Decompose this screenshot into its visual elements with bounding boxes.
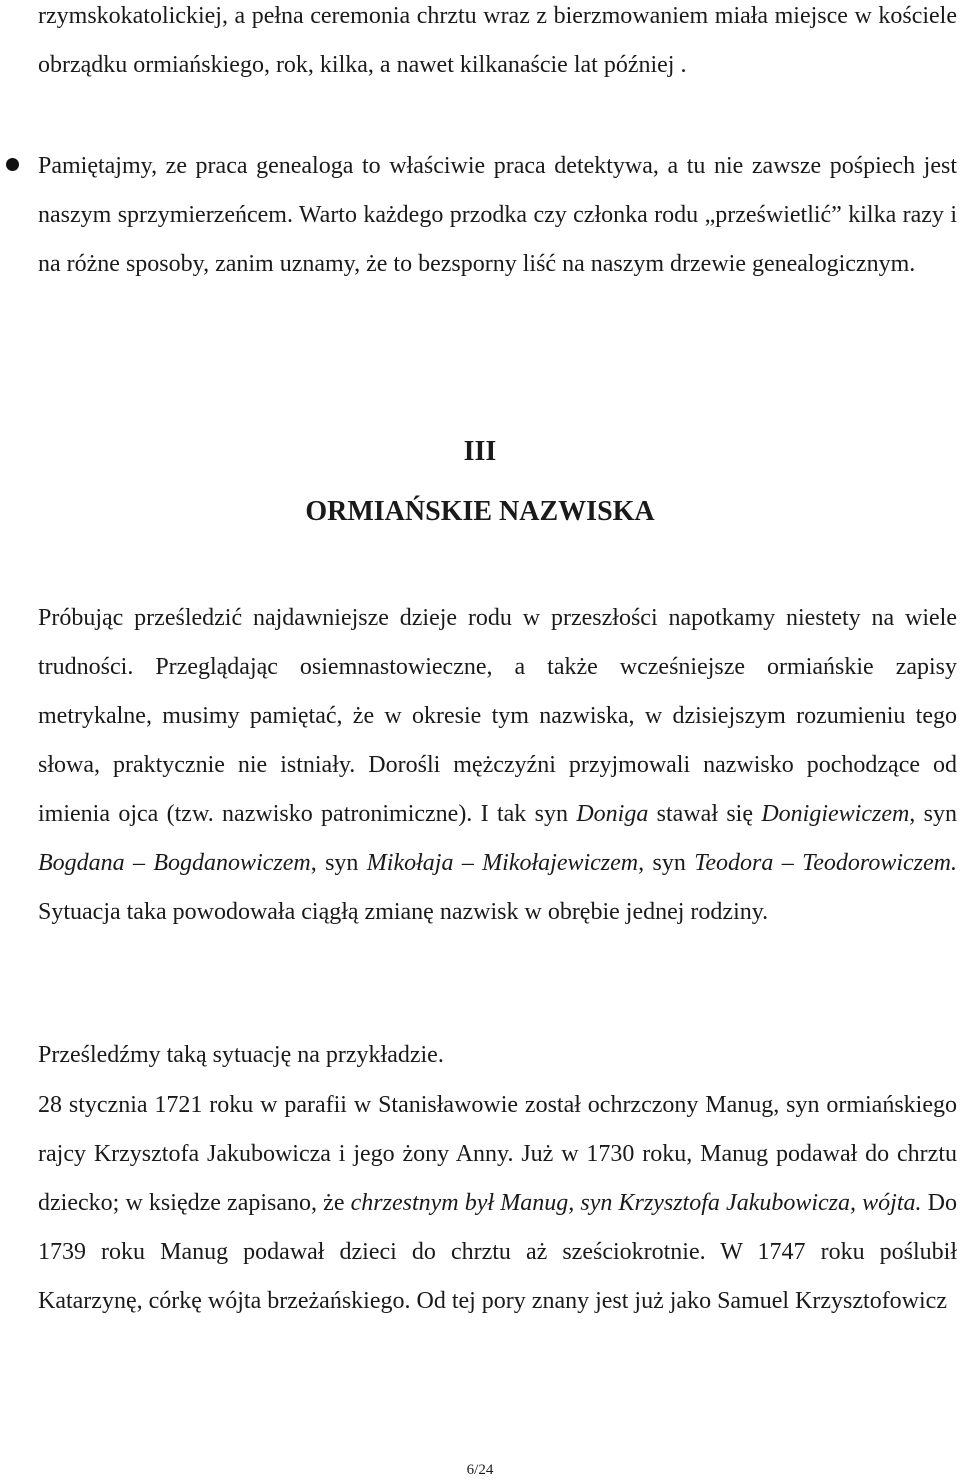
p4-text-b: Do 1739 roku Manug podawał dzieci do chrztu aż sześciokrotnie. W 1747 roku poślubił Katarzynę, córkę wójta brzeżańskiego. Od tej pory znany jest już jako Samuel Krzysztofowicz bbox=[38, 1190, 958, 1314]
p3-text: Prześledźmy taką sytuację na przykładzie. bbox=[38, 1042, 444, 1068]
section-title: ORMIAŃSKIE NAZWISKA bbox=[305, 496, 655, 527]
p2-italic-4: Mikołaja – Mikołajewiczem, bbox=[366, 850, 645, 876]
p4-text-a: 28 stycznia 1721 roku w parafii w Stanisławowie został ochrzczony Manug, syn ormiańskiego rajcy Krzysztofa Jakubowicza i jego żony Anny. Już w 1730 roku, Manug podawał do chrztu dziecko; w księdze zapisano, że bbox=[38, 1092, 957, 1216]
p2-text-c: syn bbox=[915, 801, 957, 827]
bullet-paragraph bbox=[38, 142, 957, 289]
bullet-text: Pamiętajmy, ze praca genealoga to właściwie praca detektywa, a tu nie zawsze pośpiech jest naszym sprzymierzeńcem. Warto każdego przodka czy członka rodu „prześwietlić” kilka razy i na różne sposoby, zanim uznamy, że to bezsporny liść na naszym drzewie genealogicznym. bbox=[38, 153, 957, 277]
paragraph-example bbox=[38, 1081, 957, 1326]
section-number: III bbox=[463, 436, 497, 467]
continuation-text: rzymskokatolickiej, a pełna ceremonia chrztu wraz z bierzmowaniem miała miejsce w kościele obrządku ormiańskiego, rok, kilka, a nawet kilkanaście lat później . bbox=[38, 3, 957, 78]
p2-text-d: , syn bbox=[310, 850, 367, 876]
p2-text-f: Sytuacja taka powodowała ciągłą zmianę nazwisk w obrębie jednej rodziny. bbox=[38, 899, 769, 925]
paragraph-example-intro bbox=[38, 1031, 957, 1080]
p2-italic-3: Bogdana – Bogdanowiczem bbox=[38, 850, 311, 876]
p2-italic-5: Teodora – Teodorowiczem. bbox=[694, 850, 957, 876]
p2-text-e: syn bbox=[644, 850, 695, 876]
page-number: 6/24 bbox=[466, 1462, 494, 1478]
p2-italic-2: Donigiewiczem, bbox=[761, 801, 916, 827]
p2-text-a: Próbując prześledzić najdawniejsze dzieje rodu w przeszłości napotkamy niestety na wiele trudności. Przeglądając osiemnastowieczne, a także wcześniejsze ormiańskie zapisy metrykalne, musimy pamiętać, że w okresie tym nazwiska, w dzisiejszym rozumieniu tego słowa, praktycznie nie istniały. Dorośli mężczyźni przyjmowali nazwisko pochodzące od imienia ojca (tzw. nazwisko patronimiczne). I tak syn bbox=[38, 605, 957, 827]
p2-italic-1: Doniga bbox=[576, 801, 649, 827]
continuation-paragraph bbox=[38, 0, 957, 90]
p2-text-b: stawał się bbox=[648, 801, 762, 827]
paragraph-names bbox=[38, 594, 957, 937]
bullet-icon bbox=[6, 158, 19, 171]
p4-italic-1: chrzestnym był Manug, syn Krzysztofa Jakubowicza, wójta. bbox=[350, 1190, 922, 1216]
